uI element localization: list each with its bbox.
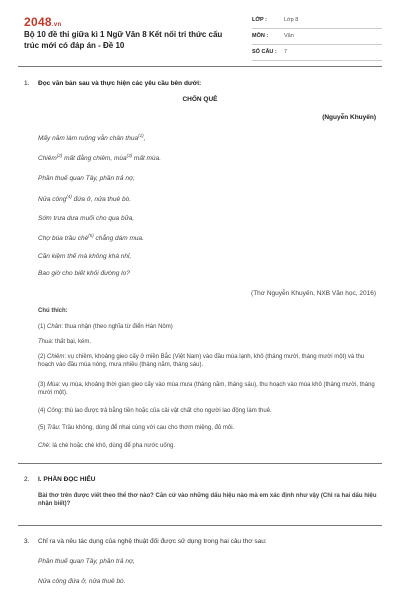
question-number: 2. [24, 476, 30, 483]
question-prompt: Đọc văn bản sau và thực hiện các yêu cầu bên dưới: [38, 80, 202, 87]
meta-row-count [252, 45, 382, 61]
poem-author: (Nguyễn Khuyến) [322, 114, 376, 121]
question-number: 3. [24, 538, 30, 545]
meta-key: SỐ CÂU : [252, 48, 277, 55]
poem-line: Nửa công$^{(4)}$ đứa ở, nửa thuê bò. [38, 193, 131, 203]
note-item: Chè: lá chè hoặc chè khô, dùng để pha nước uống. [38, 443, 176, 449]
poem-line: Chợ búa trầu chè$^{(5)}$ chẳng dám mua. [38, 232, 144, 242]
question-text: Chỉ ra và nêu tác dụng của nghệ thuật đối được sử dụng trong hai câu thơ sau: [38, 538, 267, 545]
note-item: (1) Chân: thua nhận (theo nghĩa từ điển Hán Nôm) [38, 324, 173, 330]
site-logo[interactable]: 2048.vn [24, 15, 62, 29]
meta-table [252, 13, 382, 61]
meta-row-subject [252, 29, 382, 45]
note-item: (3) Mùa: vụ mùa, khoảng thời gian gieo cấy vào mùa mưa (tháng năm, tháng sáu), thu hoạch vào mùa khô (tháng mười, tháng mười một). [38, 382, 375, 397]
divider [18, 525, 382, 526]
poem-line: Phần thuế quan Tây, phần trả nợ, [38, 175, 135, 182]
poem-line: Mấy năm làm ruộng vẫn chân thua$^{(1)}$, [38, 132, 146, 142]
divider [18, 66, 382, 67]
question-number: 1. [24, 80, 30, 87]
meta-key: LỚP : [252, 16, 267, 23]
meta-value: Văn [284, 32, 294, 39]
section-title: I. PHẦN ĐỌC HIỂU [38, 476, 96, 483]
poem-source: (Thơ Nguyễn Khuyến, NXB Văn học, 2016) [251, 290, 376, 297]
poem-line: Sớm trưa dưa muối cho qua bữa, [38, 215, 135, 222]
poem-line: Bao giờ cho biết khỏi đường lo? [38, 270, 130, 277]
quoted-line: Nửa công đứa ở, nửa thuê bò. [38, 578, 126, 585]
note-item: (2) Chiêm: vụ chiêm, khoảng gieo cấy ở miền Bắc (Việt Nam) vào đầu mùa lạnh, khô (tháng mười, tháng mười một) và thu hoạch vào đầu mùa nóng, mưa nhiều (tháng năm, tháng sáu). [38, 354, 365, 369]
meta-row-class [252, 13, 382, 29]
note-item: (5) Trầu: Trầu không, dùng để nhai cùng với cau cho thơm miệng, đỏ môi. [38, 425, 235, 431]
divider [18, 463, 382, 464]
question-text: Bài thơ trên được viết theo thể thơ nào? Căn cứ vào những dấu hiệu nào mà em xác định như vậy (Chỉ ra hai dấu hiệu nhận biết)? [38, 493, 377, 508]
page-title: Bộ 10 đề thi giữa kì 1 Ngữ Văn 8 Kết nối tri thức cấu trúc mới có đáp án - Đề 10 [24, 30, 223, 50]
poem-title: CHỐN QUÊ [182, 96, 218, 103]
meta-key: MÔN : [252, 32, 269, 39]
quoted-line: Phần thuế quan Tây, phần trả nợ, [38, 558, 135, 565]
meta-value: 7 [284, 48, 288, 55]
note-item: Thua: thất bại, kém. [38, 339, 92, 345]
poem-line: Cần kiệm thế mà không khá nhỉ, [38, 253, 132, 260]
note-item: (4) Công: thù lao được trả bằng tiền hoặc của cải vật chất cho người lao động làm thuê. [38, 408, 272, 414]
notes-title: Chú thích: [38, 308, 68, 314]
meta-value: Lớp 8 [284, 16, 299, 23]
poem-line: Chiêm$^{(2)}$ mất đằng chiêm, mùa$^{(3)}$ mất mùa. [38, 152, 162, 162]
